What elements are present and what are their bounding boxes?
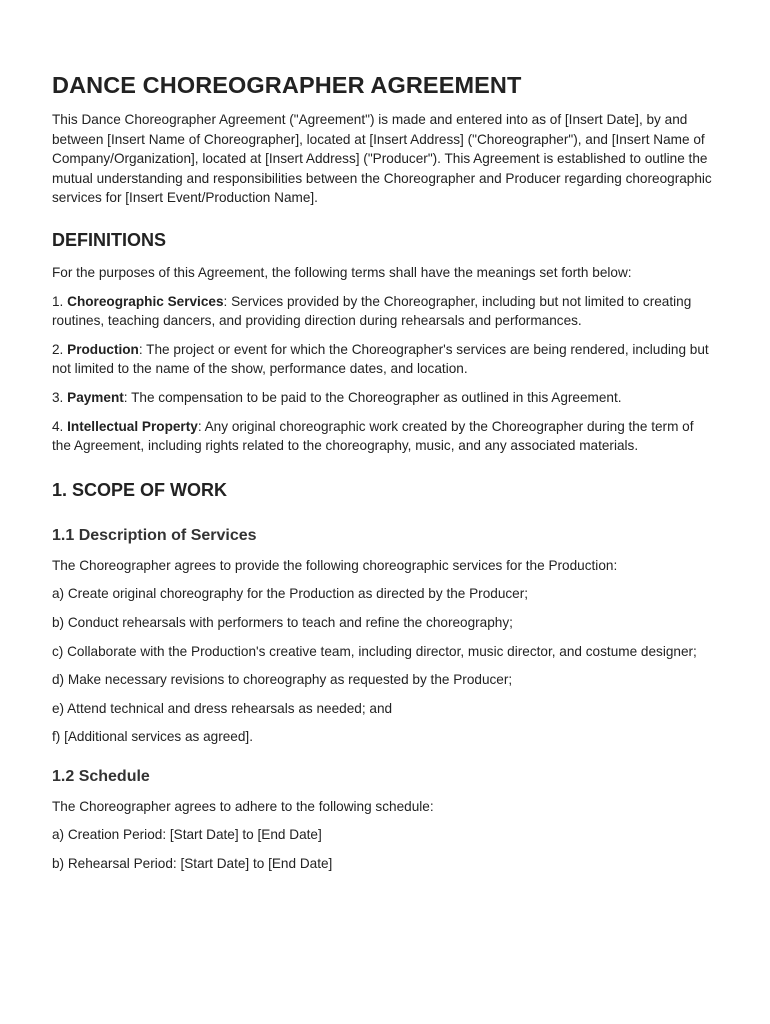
definition-term: Choreographic Services bbox=[67, 293, 224, 309]
definition-term: Production bbox=[67, 341, 139, 357]
service-item: c) Collaborate with the Production's creative team, including director, music director, and costume designer; bbox=[52, 643, 697, 659]
schedule-lead: The Choreographer agrees to adhere to the following schedule: bbox=[52, 798, 434, 814]
definitions-lead: For the purposes of this Agreement, the following terms shall have the meanings set forth below: bbox=[52, 264, 632, 280]
definitions-heading: DEFINITIONS bbox=[52, 229, 167, 250]
service-item: e) Attend technical and dress rehearsals as needed; and bbox=[52, 700, 393, 716]
definition-number: 1. bbox=[52, 293, 68, 309]
definition-number: 3. bbox=[52, 389, 68, 405]
service-item: a) Create original choreography for the Production as directed by the Producer; bbox=[52, 586, 529, 602]
definition-term: Payment bbox=[67, 389, 124, 405]
definition-number: 4. bbox=[52, 418, 68, 434]
definition-text: : Services provided by the Choreographer, including but not limited to creating routines, teaching dancers, and providing direction during rehearsals and performances. bbox=[52, 293, 692, 329]
service-item: f) [Additional services as agreed]. bbox=[52, 729, 253, 745]
definition-number: 2. bbox=[52, 341, 68, 357]
scope-heading: 1. SCOPE OF WORK bbox=[52, 479, 228, 500]
definition-item bbox=[52, 340, 712, 379]
definition-text: : The compensation to be paid to the Choreographer as outlined in this Agreement. bbox=[123, 389, 622, 405]
document-title: DANCE CHOREOGRAPHER AGREEMENT bbox=[52, 72, 522, 98]
description-lead: The Choreographer agrees to provide the following choreographic services for the Production: bbox=[52, 557, 618, 573]
definition-text: : Any original choreographic work created by the Choreographer during the term of the Agreement, including rights related to the choreography, music, and any associated materials. bbox=[52, 418, 694, 454]
definition-text: : The project or event for which the Choreographer's services are being rendered, including but not limited to the name of the show, performance dates, and location. bbox=[52, 341, 709, 377]
intro-paragraph: This Dance Choreographer Agreement ("Agreement") is made and entered into as of [Insert Date], by and between [Insert Name of Choreographer], located at [Insert Address] ("Choreographer"), and [Insert Name of Company/Organization], located at [Insert Address] ("Producer"). This Agreement is established to outline the mutual understanding and responsibilities between the Choreographer and Producer regarding choreographic services for [Insert Event/Production Name]. bbox=[52, 112, 712, 206]
definition-item bbox=[52, 417, 712, 456]
schedule-subheading: 1.2 Schedule bbox=[52, 767, 150, 785]
definition-item bbox=[52, 292, 712, 331]
definition-item bbox=[52, 388, 712, 408]
definition-term: Intellectual Property bbox=[67, 418, 198, 434]
schedule-item: b) Rehearsal Period: [Start Date] to [End Date] bbox=[52, 856, 333, 872]
service-item: b) Conduct rehearsals with performers to teach and refine the choreography; bbox=[52, 614, 513, 630]
service-item: d) Make necessary revisions to choreography as requested by the Producer; bbox=[52, 672, 513, 688]
description-subheading: 1.1 Description of Services bbox=[52, 526, 257, 544]
schedule-item: a) Creation Period: [Start Date] to [End Date] bbox=[52, 827, 322, 843]
